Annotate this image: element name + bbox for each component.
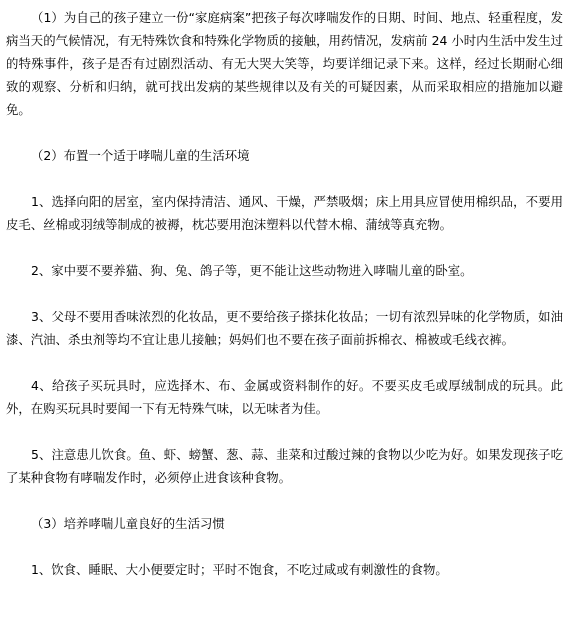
paragraph-gap <box>6 351 563 374</box>
paragraph-gap <box>6 535 563 558</box>
paragraph-habits-item-1: 1、饮食、睡眠、大小便要定时；平时不饱食，不吃过咸或有刺激性的食物。 <box>31 562 448 577</box>
paragraph-gap <box>6 282 563 305</box>
paragraph-environment-item-4: 4、给孩子买玩具时，应选择木、布、金属或资料制作的好。不要买皮毛或厚绒制成的玩具。此外，在购买玩具时要闻一下有无特殊气味，以无味者为佳。 <box>6 378 563 416</box>
paragraph-environment-item-1: 1、选择向阳的居室，室内保持清洁、通风、干燥，严禁吸烟；床上用具应冒使用棉织品，不要用皮毛、丝棉或羽绒等制成的被褥，枕芯要用泡沫塑料以代替木棉、蒲绒等真充物。 <box>6 194 563 232</box>
paragraph-environment-item-5: 5、注意患儿饮食。鱼、虾、螃蟹、葱、蒜、韭菜和过酸过辣的食物以少吃为好。如果发现孩子吃了某种食物有哮喘发作时，必须停止进食该种食物。 <box>6 447 563 485</box>
paragraph-family-case-record: （1）为自己的孩子建立一份“家庭病案”把孩子每次哮喘发作的日期、时间、地点、轻重程度，发病当天的气候情况，有无特殊饮食和特殊化学物质的接触，用药情况，发病前 24 小时内生活中发生过的特殊事件，孩子是否有过剧烈活动、有无大哭大笑等，均要详细记录下来。这样，经过长期耐心细致的观察、分析和归纳，就可找出发病的某些规律以及有关的可疑因素，从而采取相应的措施加以避免。 <box>6 10 563 117</box>
paragraph-environment-item-2: 2、家中要不要养猫、狗、兔、鸽子等，更不能让这些动物进入哮喘儿童的卧室。 <box>31 263 473 278</box>
paragraph-gap <box>6 420 563 443</box>
paragraph-gap <box>6 489 563 512</box>
paragraph-gap <box>6 236 563 259</box>
paragraph-gap <box>6 167 563 190</box>
section-heading-living-habits: （3）培养哮喘儿童良好的生活习惯 <box>31 516 225 531</box>
section-heading-living-environment: （2）布置一个适于哮喘儿童的生活环境 <box>31 148 250 163</box>
paragraph-environment-item-3: 3、父母不要用香味浓烈的化妆品，更不要给孩子搽抹化妆品；一切有浓烈异味的化学物质，如油漆、汽油、杀虫剂等均不宜让患儿接触；妈妈们也不要在孩子面前拆棉衣、棉被或毛线衣裤。 <box>6 309 563 347</box>
paragraph-gap <box>6 121 563 144</box>
